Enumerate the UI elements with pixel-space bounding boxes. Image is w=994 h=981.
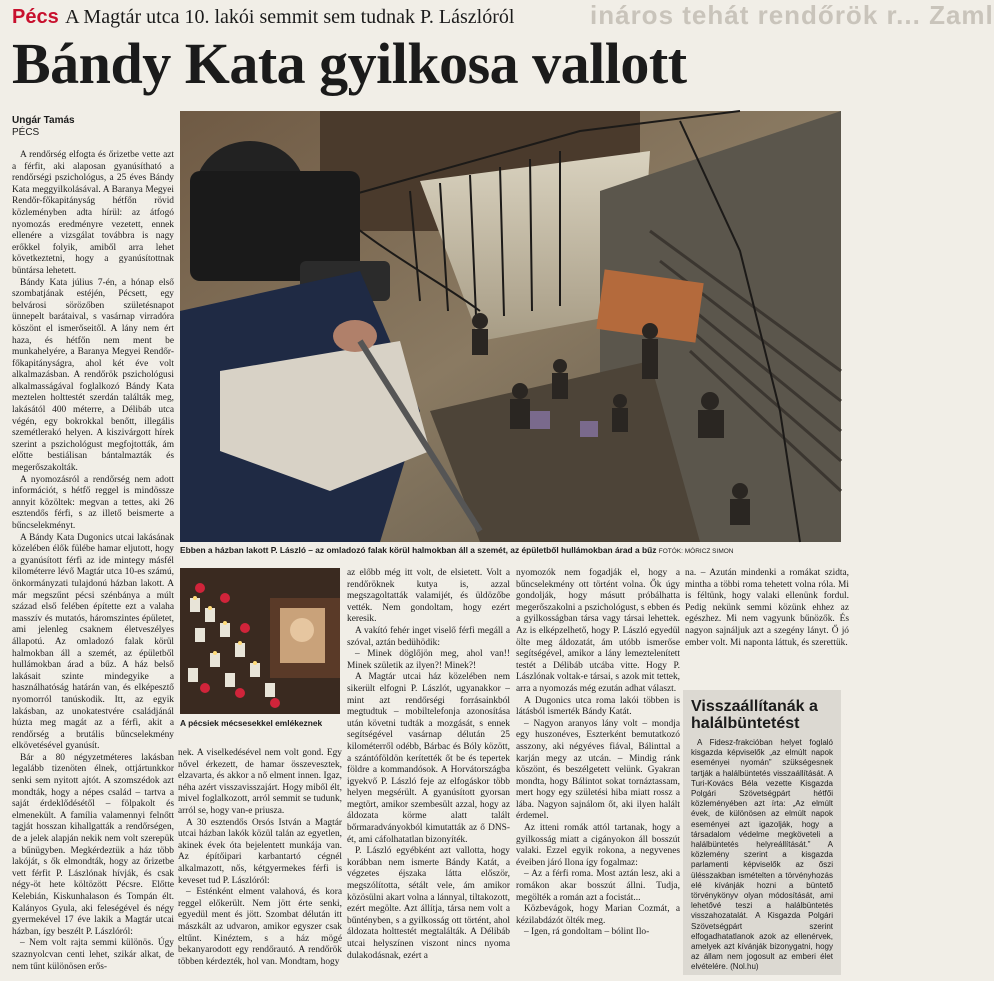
- article-column-1: [12, 150, 174, 978]
- main-photo-caption: [180, 545, 841, 555]
- article-column-5: [685, 568, 849, 686]
- paragraph: nek. A viselkedésével nem volt gond. Egy nővel érkezett, de hamar összevesztek, elzavarta, és akkor a nő elment innen. Igaz, néha azért visszavisszajárt. Hogy miből élt, mivel foglalkozott, arról semmit se tudunk, arról se, hogy van-e priusza.: [178, 748, 342, 816]
- byline: [12, 115, 75, 139]
- paragraph: A Bándy Kata Dugonics utcai lakásának közelében élők fülébe hamar eljutott, hogy a gyanúsított férfi az ide mintegy másfél kilométerre lévő Magtár utca 10-es számú, önkormányzati tulajdonú házban lakott. A már megszűnt pécsi szénbánya a múlt század első felében építette ezt a valaha masszív és mutatós, háromszintes épületet, ami jelenleg csaknem életveszélyes állapotú. Az omladozó falak körül halmokban áll a szemét, az épületből hullámokban árad a bűz. A ház belső lakásait szinte mindegyike a használhatóság határán van, és elképesztő nyomorról tanúskodik. Itt, az egyik lakásban, az unokatestvére családjánál húzta meg magát az a férfi, akit a rendőrség a brutális bűncselekmény elkövetésével gyanúsít.: [12, 532, 174, 752]
- headline: Bándy Kata gyilkosa vallott: [12, 31, 687, 96]
- paragraph: – Esténként elment valahová, és kora reggel előkerült. Nem jött érte senki, egyedül ment és jött. Szombat délután itt mászkált az udvaron, amikor egyszer csak eltűnt. Kinéztem, s a ház mögé bekanyarodott egy rendőrautó. A rendőrök többen kérdezték, hol van. Mondtam, hogy: [178, 887, 342, 967]
- paragraph: A Dugonics utca roma lakói többen is látásból ismerték Bándy Katát.: [516, 695, 680, 718]
- paragraph: Közbevágok, hogy Marian Cozmát, a kézilabdázót ölték meg.: [516, 904, 680, 926]
- paragraph: A rendőrség elfogta és őrizetbe vette azt a férfit, aki alaposan gyanúsítható a rendőrségi pszichológus, a 25 éves Bándy Kata meggyilkolásával. A Baranya Megyei Rendőr-főkapitányság hétfőn rövid közleményben adta hírül: az átfogó nyomozás eredményre vezetett, ennek ellenére a vizsgálat továbbra is nagy erőkkel folyik, amiből arra lehet következtetni, hogy a gyanúsítottnak büntársa lehetett.: [12, 150, 174, 276]
- paragraph: A 30 esztendős Orsós István a Magtár utcai házban lakók közül talán az egyetlen, akinek évek óta bejelentett munkája van. Az építőipari karbantartó cégnél alkalmazott, nős, kétgyermekes férfi is keveset tud P. Lászlóról:: [178, 817, 342, 886]
- paragraph: Bár a 80 négyzetméteres lakásban legalább tizenöten élnek, ottjártunkkor senki sem nyitott ajtót. A szomszédok azt mondták, hogy a népes család – tartva a saját érdeklődésétől – fölpakolt és elmenekült. A família valamennyi felnőtt tagját hosszan kihallgatták a rendőrségen, de a jelek alapján nekik nem volt szerepük a bűnügyben. Megkérdeztük a ház több lakóját, s ők elmondták, hogy az őrizetbe vett férfit P. Lászlónak hívják, és csak négy-öt hete költözött Pécsre. Előtte Kelebián, Kiskunhalason és Tompán élt. Kalányos Gyula, aki feleségével és négy gyermekével 17 éve lakik a Magtár utcai házban, így beszélt P. Lászlóról:: [12, 752, 174, 937]
- main-photo: [180, 111, 841, 542]
- paragraph: – Nagyon aranyos lány volt – mondja egy huszonéves, Eszterként bemutatkozó asszony, aki négyéves fiával, Bálinttal a karján megy az utcán. – Mindig ránk köszönt, és beszélgetett velünk. Gyakran mondta, hogy Bálintot sokat tornáztassam, mert hogy egy születési hiba miatt rossz a lába. Nagyon sajnálom őt, aki ilyen halált érdemel.: [516, 718, 680, 822]
- sidebar-paragraph: A Fidesz-frakcióban helyet foglaló kisgazda képviselők „az elmúlt napok eseményei nyomán” szükségesnek tartják a halálbüntetés visszaállítását. A Turi-Kovács Béla vezette Kisgazda Polgári Szövetségpárt hétfői közleményében azt írta: „Az elmúlt évek, de különösen az elmúlt napok eseményei azt igazolják, hogy a társadalom védelme megköveteli a halálbüntetés helyreállítását.” A közlemény szerint a kisgazda parlamenti képviselők az őszi ülésszakban ismételten a törvényhozás elé kívánják hozni a büntető törvénykönyv olyan módosítását, ami lehetővé teszi a halálbüntetés visszahozatalát. A Kisgazda Polgári Szövetségpárt szerint elfogadhatatlanok azok az ellenérvek, amelyek azt kívánják bizonygatni, hogy az állam nem jogosult az emberi élet elvételére. (Nol.hu): [691, 738, 833, 972]
- paragraph: Az itteni romák attól tartanak, hogy a gyilkosság miatt a cigányokon áll bosszút valaki. Ezzel egyik rokona, a negyvenes éveiben járó Ilona így fogalmaz:: [516, 823, 680, 868]
- paragraph: P. László egyébként azt vallotta, hogy korábban nem ismerte Bándy Katát, a végzetes éjszaka látta először, megszólította, sétált vele, ám amikor közösülni akart volna a lánnyal, tiltakozott, ezért megölte. Azt állítja, társa nem volt a bűntényben, s a gyilkosság ott történt, ahol áldozata holttestét megtalálták. A Délibáb utcai helyszínen viszont nincs nyoma dulakodásnak, ezért a: [347, 846, 510, 961]
- candles-photo-caption: A pécsiek mécsesekkel emlékeznek: [180, 718, 323, 728]
- paragraph: – Az a férfi roma. Most aztán lesz, aki a romákon akar bosszút állni. Tudja, megölték a román azt a focistát...: [516, 869, 680, 903]
- paragraph: – Igen, rá gondoltam – bólint Ilo-: [524, 927, 650, 938]
- article-column-2: [178, 748, 342, 978]
- sidebar-title: Visszaállítanák a halálbüntetést: [691, 698, 818, 732]
- paragraph: – Nem volt rajta semmi különös. Úgy szaznyolcvan centi lehet, szikár alkat, de nem tűnt különösen erős-: [12, 938, 174, 972]
- sidebar-body: [683, 736, 841, 975]
- paragraph: A Magtár utcai ház közelében nem sikerült elfogni P. Lászlót, ugyanakkor – mint azt rendőrségi forrásainkból megtudtuk – mobiltelefonja azonosítása után követni tudták a mozgását, s ennek segítségével vasárnap délután 25 kilométerről odébb, Bárbac és Bóly között, a szántóföldön kerítették őt be és tepertek földre a kommandósok. A Horvátországba igyekvő P. László feje az elfogáskor több helyen megsérült. A gyanúsított gyorsan megtört, amikor szembesült azzal, hogy az áldozata körme alatt talált bőrmaradványokból kimutatták az ő DNS-ét, ami cáfolhatatlan bizonyíték.: [347, 672, 510, 845]
- paragraph: nyomozók nem fogadják el, hogy a bűncselekmény ott történt volna. Ők úgy gondolják, hogy másutt próbálhatta megerőszakolni a pszichológust, s ebben és a gyilkosságban társa vagy társai lehettek. Az is elképzelhető, hogy P. László egyedül ölte meg áldozatát, ám utóbb ismerőse segítségével, amikor a lány lemeztelenített testét a Délibáb utcába vitte. Hogy P. Lászlónak voltak-e társai, s azok mit tettek, arra a nyomozás még ezután adhat választ.: [516, 568, 680, 694]
- facing-page-bleed: ináros tehát rendőrök r... Zaml: [590, 0, 994, 30]
- candles-photo: [180, 568, 340, 714]
- paragraph: na. – Azután mindenki a romákat szidta, mintha a többi roma tehetett volna róla. Mi is féltünk, hogy valaki ellenünk fordul. Pedig nekünk semmi közünk ehhez az egészhez. Mi nem vagyunk bűnözők. És nagyon sajnáljuk azt a szegény lányt. Ő jó ember volt. Mi naponta láttuk, és szerettük.: [685, 568, 849, 648]
- kicker: [12, 4, 514, 29]
- stairwell-photo-illustration: [180, 111, 841, 542]
- paragraph: Bándy Kata július 7-én, a hónap első szombatjának estéjén, Pécsett, egy belvárosi sörözőben születésnapot ünnepelt barátaival, s vasárnap virradóra köszönt el ismerőseitől. A lány nem ért haza, és hétfőn nem ment be munkahelyére, a Baranya Megyei Rendőr-főkapitányságra, ahol két éve volt alkalmazásban. A rendőrök pszichológusi alkalmasságával foglalkozó Bándy Kata meztelen holttestét szerdán találták meg, lakásától 400 méterre, a Délibáb utca végén, egy bokrokkal benőtt, illegális szemétlerakó helyen. A kiszivárgott hírek szerint a pszichológust megfojtották, ám előtte bestiálisan bántalmazták és megerőszakolták.: [12, 277, 174, 474]
- article-column-4: [516, 568, 680, 978]
- candles-photo-illustration: [180, 568, 340, 714]
- paragraph: A vakító fehér inget viselő férfi megáll a szóval, aztán bedühödik:: [347, 625, 510, 648]
- paragraph: az előbb még itt volt, de elsietett. Volt a rendőröknek kutya is, azzal megszagoltatták valamijét, és üldözőbe vették. Nem gondoltam, hogy ezért keresik.: [347, 568, 510, 625]
- sidebar-box: [683, 690, 841, 975]
- kicker-deck: A Magtár utca 10. lakói semmit sem tudnak P. Lászlóról: [65, 6, 515, 28]
- byline-author: Ungár Tamás: [12, 115, 75, 126]
- article-column-3: [347, 568, 510, 978]
- paragraph: – Minek döglőjön meg, ahol van!! Minek születik az ilyen?! Minek?!: [347, 649, 510, 671]
- photo-credit: FOTÓK: MÓRICZ SIMON: [658, 548, 734, 555]
- byline-place: PÉCS: [12, 127, 40, 138]
- kicker-location: Pécs: [12, 6, 59, 28]
- main-photo-caption-text: Ebben a házban lakott P. László – az omladozó falak körül halmokban áll a szemét, az épületből hullámokban árad a bűz: [180, 545, 657, 555]
- paragraph: A nyomozásról a rendőrség nem adott információt, s hétfő reggel is mindössze annyit közöltek: megvan a tettes, aki 26 esztendős férfi, s az illető beismerte a bűncselekményt.: [12, 474, 174, 531]
